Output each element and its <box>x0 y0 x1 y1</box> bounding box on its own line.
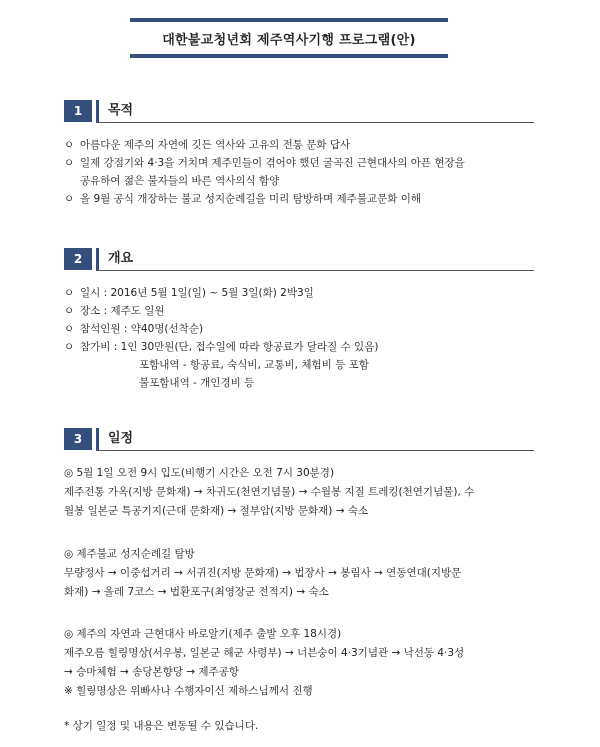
section-number: 2 <box>64 248 92 270</box>
schedule-day2 <box>64 545 534 602</box>
day-route: 제주전통 가옥(지방 문화재) → 차귀도(천연기념물) → 수월봉 지질 트레킹(천연기념물), 수 <box>64 486 475 498</box>
day-heading: ◎ 제주불교 성지순례길 탐방 <box>64 548 195 560</box>
day-heading: ◎ 제주의 자연과 근현대사 바로알기(제주 출발 오후 18시경) <box>64 628 342 640</box>
bullet: ㅇ <box>64 341 75 353</box>
sub-item-excluded: 불포함내역 - 개인경비 등 <box>139 377 255 389</box>
bullet: ㅇ <box>64 157 75 169</box>
section-number: 1 <box>64 100 92 122</box>
document-title: 대한불교청년회 제주역사기행 프로그램(안) <box>162 33 416 48</box>
bullet: ㅇ <box>64 193 75 205</box>
section-label: 일정 <box>108 431 134 446</box>
item-text: 일제 강점기와 4·3을 거치며 제주민들이 겪어야 했던 굴곡진 근현대사의 아픈 현장을 <box>80 157 465 169</box>
title-rule-bottom <box>130 54 448 58</box>
section-rule <box>96 270 534 271</box>
schedule-day1 <box>64 464 534 521</box>
day-heading: ◎ 5월 1일 오전 9시 입도(비행기 시간은 오전 7시 30분경) <box>64 467 335 479</box>
section-rule <box>96 450 534 451</box>
section-number: 3 <box>64 428 92 450</box>
sub-item-included: 포함내역 - 항공료, 숙식비, 교통비, 체험비 등 포함 <box>139 359 369 371</box>
item-continuation: 공유하여 젊은 불자들의 바른 역사의식 함양 <box>80 175 280 187</box>
day-route: 월봉 일본군 특공기지(근대 문화재) → 절부암(지방 문화재) → 숙소 <box>64 505 369 517</box>
day-note: ※ 힐링명상은 위빠사나 수행자이신 제하스님께서 진행 <box>64 685 313 697</box>
bullet: ㅇ <box>64 139 75 151</box>
item-text: 장소 : 제주도 일원 <box>80 305 165 317</box>
bullet: ㅇ <box>64 305 75 317</box>
bullet: ㅇ <box>64 287 75 299</box>
section-1-heading <box>64 100 534 126</box>
list-item <box>64 284 534 302</box>
purpose-list <box>64 136 534 208</box>
bullet: ㅇ <box>64 323 75 335</box>
section-3-heading <box>64 428 534 454</box>
item-text: 올 9월 공식 개장하는 불교 성지순례길을 미리 탐방하며 제주불교문화 이해 <box>80 193 422 205</box>
day-route: 제주오름 힐링명상(서우봉, 일본군 해군 사령부) → 너븐숭이 4·3기념관 → 낙선동 4·3성 <box>64 647 465 659</box>
section-label: 개요 <box>108 251 134 266</box>
schedule-day3 <box>64 625 534 701</box>
list-item <box>64 320 534 338</box>
document-title-box <box>130 18 448 58</box>
item-text: 일시 : 2016년 5월 1일(일) ~ 5월 3일(화) 2박3일 <box>80 287 314 299</box>
list-item <box>64 154 534 172</box>
day-route: 화재) → 올레 7코스 → 법환포구(최영장군 전적지) → 숙소 <box>64 586 329 598</box>
item-text: 참가비 : 1인 30만원(단, 접수일에 따라 항공료가 달라질 수 있음) <box>80 341 379 353</box>
item-text: 아름다운 제주의 자연에 깃든 역사와 고유의 전통 문화 답사 <box>80 139 351 151</box>
list-item <box>64 302 534 320</box>
day-route: → 승마체험 → 송당본향당 → 제주공항 <box>64 666 239 678</box>
day-route: 무량정사 → 이중섭거리 → 서귀진(지방 문화재) → 법장사 → 봉림사 → 연동연대(지방문 <box>64 567 462 579</box>
list-item <box>64 136 534 154</box>
section-rule <box>96 122 534 123</box>
section-2-heading <box>64 248 534 274</box>
footnote: * 상기 일정 및 내용은 변동될 수 있습니다. <box>64 720 259 732</box>
section-bar <box>96 248 99 270</box>
section-label: 목적 <box>108 103 134 118</box>
section-bar <box>96 100 99 122</box>
overview-list <box>64 284 534 392</box>
list-item <box>64 338 534 356</box>
item-text: 참석인원 : 약40명(선착순) <box>80 323 204 335</box>
section-bar <box>96 428 99 450</box>
list-item <box>64 190 534 208</box>
